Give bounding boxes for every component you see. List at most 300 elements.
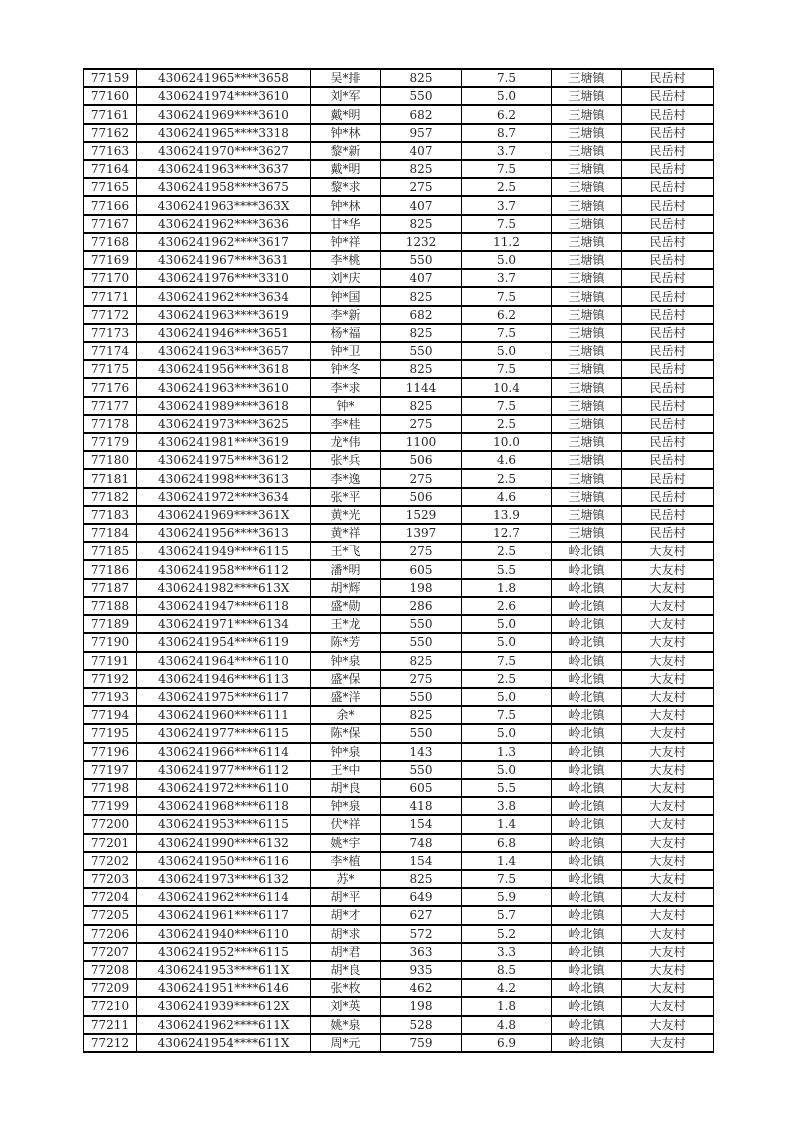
cell-amount: 407 bbox=[381, 269, 462, 287]
cell-masked-id-number: 4306241963****3619 bbox=[137, 306, 311, 324]
cell-village: 大友村 bbox=[622, 852, 714, 870]
cell-masked-id-number: 4306241958****3675 bbox=[137, 178, 311, 196]
cell-serial-number: 77198 bbox=[84, 779, 137, 797]
cell-masked-name: 姚*宇 bbox=[311, 834, 381, 852]
cell-masked-name: 胡*求 bbox=[311, 925, 381, 943]
cell-village: 大友村 bbox=[622, 943, 714, 961]
cell-amount: 825 bbox=[381, 287, 462, 305]
cell-amount: 1232 bbox=[381, 233, 462, 251]
cell-rate: 7.5 bbox=[462, 69, 552, 87]
cell-masked-id-number: 4306241962****3634 bbox=[137, 287, 311, 305]
cell-rate: 6.8 bbox=[462, 834, 552, 852]
cell-masked-id-number: 4306241972****3634 bbox=[137, 488, 311, 506]
cell-rate: 1.8 bbox=[462, 997, 552, 1015]
cell-masked-id-number: 4306241951****6146 bbox=[137, 979, 311, 997]
cell-town: 三塘镇 bbox=[552, 87, 622, 105]
cell-town: 三塘镇 bbox=[552, 360, 622, 378]
table-row bbox=[84, 888, 714, 906]
table-row bbox=[84, 469, 714, 487]
cell-rate: 2.5 bbox=[462, 415, 552, 433]
cell-serial-number: 77168 bbox=[84, 233, 137, 251]
cell-masked-name: 钟*祥 bbox=[311, 233, 381, 251]
cell-amount: 462 bbox=[381, 979, 462, 997]
cell-serial-number: 77160 bbox=[84, 87, 137, 105]
cell-village: 民岳村 bbox=[622, 433, 714, 451]
cell-amount: 825 bbox=[381, 706, 462, 724]
cell-village: 大友村 bbox=[622, 870, 714, 888]
cell-masked-name: 王*龙 bbox=[311, 615, 381, 633]
cell-serial-number: 77177 bbox=[84, 397, 137, 415]
cell-town: 三塘镇 bbox=[552, 451, 622, 469]
table-row bbox=[84, 360, 714, 378]
cell-amount: 550 bbox=[381, 251, 462, 269]
table-row bbox=[84, 1016, 714, 1034]
table-row bbox=[84, 743, 714, 761]
cell-serial-number: 77196 bbox=[84, 743, 137, 761]
cell-masked-id-number: 4306241975****6117 bbox=[137, 688, 311, 706]
table-row bbox=[84, 287, 714, 305]
cell-serial-number: 77195 bbox=[84, 724, 137, 742]
cell-masked-name: 钟*泉 bbox=[311, 652, 381, 670]
cell-village: 大友村 bbox=[622, 1016, 714, 1034]
cell-masked-id-number: 4306241958****6112 bbox=[137, 560, 311, 578]
cell-serial-number: 77210 bbox=[84, 997, 137, 1015]
cell-masked-name: 钟*泉 bbox=[311, 743, 381, 761]
cell-village: 大友村 bbox=[622, 888, 714, 906]
cell-town: 三塘镇 bbox=[552, 124, 622, 142]
cell-serial-number: 77161 bbox=[84, 105, 137, 123]
cell-village: 民岳村 bbox=[622, 142, 714, 160]
cell-masked-id-number: 4306241977****6115 bbox=[137, 724, 311, 742]
cell-amount: 275 bbox=[381, 178, 462, 196]
cell-masked-name: 黄*光 bbox=[311, 506, 381, 524]
cell-serial-number: 77167 bbox=[84, 215, 137, 233]
table-row bbox=[84, 761, 714, 779]
cell-town: 岭北镇 bbox=[552, 724, 622, 742]
cell-masked-id-number: 4306241968****6118 bbox=[137, 797, 311, 815]
cell-masked-name: 张*兵 bbox=[311, 451, 381, 469]
cell-town: 三塘镇 bbox=[552, 415, 622, 433]
cell-rate: 5.0 bbox=[462, 87, 552, 105]
table-row bbox=[84, 306, 714, 324]
cell-masked-id-number: 4306241947****6118 bbox=[137, 597, 311, 615]
cell-serial-number: 77207 bbox=[84, 943, 137, 961]
cell-rate: 8.7 bbox=[462, 124, 552, 142]
cell-rate: 2.5 bbox=[462, 178, 552, 196]
cell-amount: 275 bbox=[381, 542, 462, 560]
cell-town: 三塘镇 bbox=[552, 506, 622, 524]
cell-town: 岭北镇 bbox=[552, 997, 622, 1015]
cell-rate: 7.5 bbox=[462, 324, 552, 342]
cell-masked-name: 胡*辉 bbox=[311, 579, 381, 597]
table-row bbox=[84, 142, 714, 160]
cell-village: 大友村 bbox=[622, 688, 714, 706]
cell-masked-name: 李*桃 bbox=[311, 251, 381, 269]
cell-town: 岭北镇 bbox=[552, 560, 622, 578]
cell-serial-number: 77212 bbox=[84, 1034, 137, 1052]
table-row bbox=[84, 1034, 714, 1052]
cell-serial-number: 77175 bbox=[84, 360, 137, 378]
cell-serial-number: 77169 bbox=[84, 251, 137, 269]
cell-masked-name: 龙*伟 bbox=[311, 433, 381, 451]
cell-serial-number: 77199 bbox=[84, 797, 137, 815]
table-row bbox=[84, 979, 714, 997]
table-row bbox=[84, 997, 714, 1015]
cell-masked-id-number: 4306241963****363X bbox=[137, 196, 311, 214]
cell-masked-id-number: 4306241969****361X bbox=[137, 506, 311, 524]
cell-town: 岭北镇 bbox=[552, 815, 622, 833]
cell-rate: 6.9 bbox=[462, 1034, 552, 1052]
table-row bbox=[84, 688, 714, 706]
cell-masked-id-number: 4306241940****6110 bbox=[137, 925, 311, 943]
cell-village: 民岳村 bbox=[622, 488, 714, 506]
cell-masked-name: 刘*英 bbox=[311, 997, 381, 1015]
cell-serial-number: 77180 bbox=[84, 451, 137, 469]
cell-village: 民岳村 bbox=[622, 306, 714, 324]
cell-masked-id-number: 4306241982****613X bbox=[137, 579, 311, 597]
cell-amount: 759 bbox=[381, 1034, 462, 1052]
cell-village: 民岳村 bbox=[622, 160, 714, 178]
cell-town: 岭北镇 bbox=[552, 579, 622, 597]
cell-masked-name: 李*新 bbox=[311, 306, 381, 324]
cell-serial-number: 77184 bbox=[84, 524, 137, 542]
cell-town: 岭北镇 bbox=[552, 906, 622, 924]
cell-masked-id-number: 4306241946****6113 bbox=[137, 670, 311, 688]
cell-town: 岭北镇 bbox=[552, 925, 622, 943]
cell-amount: 198 bbox=[381, 579, 462, 597]
table-row bbox=[84, 633, 714, 651]
cell-amount: 506 bbox=[381, 451, 462, 469]
table-row bbox=[84, 834, 714, 852]
table-row bbox=[84, 852, 714, 870]
cell-serial-number: 77172 bbox=[84, 306, 137, 324]
cell-masked-id-number: 4306241962****3617 bbox=[137, 233, 311, 251]
cell-town: 岭北镇 bbox=[552, 615, 622, 633]
cell-village: 大友村 bbox=[622, 906, 714, 924]
cell-serial-number: 77194 bbox=[84, 706, 137, 724]
cell-amount: 825 bbox=[381, 397, 462, 415]
cell-masked-name: 王*飞 bbox=[311, 542, 381, 560]
table-row bbox=[84, 579, 714, 597]
cell-amount: 275 bbox=[381, 415, 462, 433]
cell-masked-name: 钟*冬 bbox=[311, 360, 381, 378]
cell-masked-name: 盛*勋 bbox=[311, 597, 381, 615]
cell-serial-number: 77173 bbox=[84, 324, 137, 342]
table-row bbox=[84, 433, 714, 451]
cell-town: 岭北镇 bbox=[552, 652, 622, 670]
cell-masked-name: 周*元 bbox=[311, 1034, 381, 1052]
cell-masked-id-number: 4306241939****612X bbox=[137, 997, 311, 1015]
table-row bbox=[84, 397, 714, 415]
cell-town: 岭北镇 bbox=[552, 797, 622, 815]
cell-village: 民岳村 bbox=[622, 397, 714, 415]
cell-amount: 825 bbox=[381, 360, 462, 378]
cell-town: 三塘镇 bbox=[552, 524, 622, 542]
cell-rate: 5.0 bbox=[462, 688, 552, 706]
table-row bbox=[84, 233, 714, 251]
cell-masked-name: 张*平 bbox=[311, 488, 381, 506]
cell-masked-id-number: 4306241965****3658 bbox=[137, 69, 311, 87]
cell-rate: 13.9 bbox=[462, 506, 552, 524]
cell-town: 三塘镇 bbox=[552, 433, 622, 451]
cell-rate: 5.5 bbox=[462, 779, 552, 797]
cell-amount: 550 bbox=[381, 761, 462, 779]
cell-rate: 6.2 bbox=[462, 105, 552, 123]
cell-amount: 825 bbox=[381, 324, 462, 342]
cell-masked-id-number: 4306241977****6112 bbox=[137, 761, 311, 779]
cell-town: 三塘镇 bbox=[552, 269, 622, 287]
cell-serial-number: 77197 bbox=[84, 761, 137, 779]
table-row bbox=[84, 652, 714, 670]
cell-masked-id-number: 4306241975****3612 bbox=[137, 451, 311, 469]
cell-amount: 286 bbox=[381, 597, 462, 615]
cell-serial-number: 77203 bbox=[84, 870, 137, 888]
cell-rate: 6.2 bbox=[462, 306, 552, 324]
cell-serial-number: 77171 bbox=[84, 287, 137, 305]
cell-amount: 143 bbox=[381, 743, 462, 761]
cell-town: 三塘镇 bbox=[552, 196, 622, 214]
cell-amount: 550 bbox=[381, 688, 462, 706]
table-row bbox=[84, 196, 714, 214]
cell-rate: 7.5 bbox=[462, 160, 552, 178]
cell-amount: 605 bbox=[381, 779, 462, 797]
cell-serial-number: 77205 bbox=[84, 906, 137, 924]
cell-masked-id-number: 4306241952****6115 bbox=[137, 943, 311, 961]
cell-amount: 1100 bbox=[381, 433, 462, 451]
cell-town: 岭北镇 bbox=[552, 670, 622, 688]
cell-rate: 5.7 bbox=[462, 906, 552, 924]
cell-masked-name: 胡*君 bbox=[311, 943, 381, 961]
cell-masked-id-number: 4306241967****3631 bbox=[137, 251, 311, 269]
table-row bbox=[84, 706, 714, 724]
cell-serial-number: 77193 bbox=[84, 688, 137, 706]
cell-masked-name: 黎*新 bbox=[311, 142, 381, 160]
cell-village: 民岳村 bbox=[622, 415, 714, 433]
cell-amount: 506 bbox=[381, 488, 462, 506]
cell-rate: 5.0 bbox=[462, 615, 552, 633]
cell-masked-id-number: 4306241973****6132 bbox=[137, 870, 311, 888]
cell-rate: 7.5 bbox=[462, 706, 552, 724]
cell-masked-name: 胡*良 bbox=[311, 779, 381, 797]
cell-town: 岭北镇 bbox=[552, 943, 622, 961]
cell-village: 大友村 bbox=[622, 706, 714, 724]
cell-town: 三塘镇 bbox=[552, 488, 622, 506]
cell-rate: 11.2 bbox=[462, 233, 552, 251]
cell-masked-id-number: 4306241949****6115 bbox=[137, 542, 311, 560]
cell-town: 岭北镇 bbox=[552, 688, 622, 706]
cell-masked-id-number: 4306241962****611X bbox=[137, 1016, 311, 1034]
table-row bbox=[84, 124, 714, 142]
cell-village: 大友村 bbox=[622, 961, 714, 979]
cell-masked-name: 黎*求 bbox=[311, 178, 381, 196]
cell-rate: 1.4 bbox=[462, 852, 552, 870]
cell-rate: 5.0 bbox=[462, 633, 552, 651]
cell-amount: 550 bbox=[381, 87, 462, 105]
beneficiary-records-table bbox=[83, 68, 714, 1053]
cell-amount: 935 bbox=[381, 961, 462, 979]
table-row bbox=[84, 524, 714, 542]
table-row bbox=[84, 269, 714, 287]
cell-amount: 682 bbox=[381, 105, 462, 123]
cell-village: 民岳村 bbox=[622, 287, 714, 305]
table-row bbox=[84, 815, 714, 833]
cell-rate: 7.5 bbox=[462, 652, 552, 670]
cell-rate: 2.5 bbox=[462, 670, 552, 688]
cell-rate: 7.5 bbox=[462, 360, 552, 378]
cell-masked-id-number: 4306241950****6116 bbox=[137, 852, 311, 870]
cell-amount: 154 bbox=[381, 815, 462, 833]
cell-masked-name: 吴*排 bbox=[311, 69, 381, 87]
cell-village: 大友村 bbox=[622, 779, 714, 797]
cell-masked-name: 甘*华 bbox=[311, 215, 381, 233]
cell-serial-number: 77159 bbox=[84, 69, 137, 87]
cell-amount: 682 bbox=[381, 306, 462, 324]
table-row bbox=[84, 724, 714, 742]
table-row bbox=[84, 378, 714, 396]
cell-masked-id-number: 4306241990****6132 bbox=[137, 834, 311, 852]
cell-amount: 1144 bbox=[381, 378, 462, 396]
table-row bbox=[84, 615, 714, 633]
cell-amount: 550 bbox=[381, 724, 462, 742]
cell-masked-name: 苏* bbox=[311, 870, 381, 888]
cell-rate: 2.5 bbox=[462, 542, 552, 560]
cell-town: 岭北镇 bbox=[552, 852, 622, 870]
cell-amount: 550 bbox=[381, 342, 462, 360]
cell-masked-id-number: 4306241954****6119 bbox=[137, 633, 311, 651]
cell-town: 岭北镇 bbox=[552, 1016, 622, 1034]
cell-village: 大友村 bbox=[622, 797, 714, 815]
table-row bbox=[84, 779, 714, 797]
cell-serial-number: 77189 bbox=[84, 615, 137, 633]
cell-masked-id-number: 4306241981****3619 bbox=[137, 433, 311, 451]
cell-masked-name: 刘*军 bbox=[311, 87, 381, 105]
cell-amount: 407 bbox=[381, 142, 462, 160]
cell-rate: 10.4 bbox=[462, 378, 552, 396]
cell-village: 民岳村 bbox=[622, 251, 714, 269]
cell-village: 大友村 bbox=[622, 579, 714, 597]
cell-village: 大友村 bbox=[622, 997, 714, 1015]
table-row bbox=[84, 87, 714, 105]
cell-town: 岭北镇 bbox=[552, 1034, 622, 1052]
cell-rate: 12.7 bbox=[462, 524, 552, 542]
table-row bbox=[84, 870, 714, 888]
cell-masked-id-number: 4306241956****3618 bbox=[137, 360, 311, 378]
table-row bbox=[84, 451, 714, 469]
table-row bbox=[84, 415, 714, 433]
cell-masked-name: 钟*林 bbox=[311, 196, 381, 214]
cell-masked-name: 陈*芳 bbox=[311, 633, 381, 651]
cell-masked-name: 张*枚 bbox=[311, 979, 381, 997]
cell-town: 三塘镇 bbox=[552, 160, 622, 178]
cell-amount: 1397 bbox=[381, 524, 462, 542]
cell-town: 岭北镇 bbox=[552, 761, 622, 779]
table-row bbox=[84, 105, 714, 123]
cell-masked-name: 李*求 bbox=[311, 378, 381, 396]
cell-masked-id-number: 4306241998****3613 bbox=[137, 469, 311, 487]
cell-masked-name: 戴*明 bbox=[311, 160, 381, 178]
cell-town: 岭北镇 bbox=[552, 834, 622, 852]
cell-serial-number: 77179 bbox=[84, 433, 137, 451]
cell-masked-id-number: 4306241946****3651 bbox=[137, 324, 311, 342]
cell-rate: 5.0 bbox=[462, 342, 552, 360]
cell-rate: 4.8 bbox=[462, 1016, 552, 1034]
cell-town: 三塘镇 bbox=[552, 251, 622, 269]
cell-rate: 1.8 bbox=[462, 579, 552, 597]
table-row bbox=[84, 69, 714, 87]
cell-village: 民岳村 bbox=[622, 469, 714, 487]
cell-rate: 4.2 bbox=[462, 979, 552, 997]
cell-serial-number: 77185 bbox=[84, 542, 137, 560]
cell-serial-number: 77211 bbox=[84, 1016, 137, 1034]
cell-town: 三塘镇 bbox=[552, 69, 622, 87]
table-row bbox=[84, 178, 714, 196]
cell-masked-id-number: 4306241963****3657 bbox=[137, 342, 311, 360]
cell-town: 岭北镇 bbox=[552, 706, 622, 724]
cell-amount: 748 bbox=[381, 834, 462, 852]
table-row bbox=[84, 542, 714, 560]
cell-masked-name: 胡*良 bbox=[311, 961, 381, 979]
cell-village: 大友村 bbox=[622, 615, 714, 633]
cell-town: 三塘镇 bbox=[552, 233, 622, 251]
cell-village: 民岳村 bbox=[622, 178, 714, 196]
cell-rate: 5.5 bbox=[462, 560, 552, 578]
cell-amount: 275 bbox=[381, 670, 462, 688]
cell-amount: 572 bbox=[381, 925, 462, 943]
cell-masked-name: 钟*泉 bbox=[311, 797, 381, 815]
cell-village: 民岳村 bbox=[622, 215, 714, 233]
cell-town: 岭北镇 bbox=[552, 597, 622, 615]
cell-rate: 10.0 bbox=[462, 433, 552, 451]
cell-serial-number: 77190 bbox=[84, 633, 137, 651]
cell-rate: 3.8 bbox=[462, 797, 552, 815]
cell-village: 民岳村 bbox=[622, 342, 714, 360]
cell-rate: 3.3 bbox=[462, 943, 552, 961]
cell-town: 岭北镇 bbox=[552, 542, 622, 560]
cell-masked-id-number: 4306241954****611X bbox=[137, 1034, 311, 1052]
cell-serial-number: 77187 bbox=[84, 579, 137, 597]
cell-masked-id-number: 4306241960****6111 bbox=[137, 706, 311, 724]
cell-serial-number: 77182 bbox=[84, 488, 137, 506]
cell-rate: 2.6 bbox=[462, 597, 552, 615]
cell-amount: 528 bbox=[381, 1016, 462, 1034]
cell-rate: 3.7 bbox=[462, 269, 552, 287]
cell-village: 大友村 bbox=[622, 542, 714, 560]
cell-amount: 275 bbox=[381, 469, 462, 487]
table-row bbox=[84, 506, 714, 524]
cell-amount: 825 bbox=[381, 652, 462, 670]
cell-rate: 7.5 bbox=[462, 870, 552, 888]
cell-masked-name: 李*逸 bbox=[311, 469, 381, 487]
cell-masked-id-number: 4306241953****611X bbox=[137, 961, 311, 979]
cell-serial-number: 77183 bbox=[84, 506, 137, 524]
cell-town: 三塘镇 bbox=[552, 178, 622, 196]
cell-masked-id-number: 4306241969****3610 bbox=[137, 105, 311, 123]
cell-masked-name: 钟*林 bbox=[311, 124, 381, 142]
table-row bbox=[84, 906, 714, 924]
cell-serial-number: 77181 bbox=[84, 469, 137, 487]
cell-serial-number: 77204 bbox=[84, 888, 137, 906]
cell-village: 民岳村 bbox=[622, 524, 714, 542]
cell-masked-id-number: 4306241961****6117 bbox=[137, 906, 311, 924]
cell-amount: 605 bbox=[381, 560, 462, 578]
cell-amount: 649 bbox=[381, 888, 462, 906]
cell-serial-number: 77163 bbox=[84, 142, 137, 160]
cell-village: 民岳村 bbox=[622, 105, 714, 123]
table-row bbox=[84, 215, 714, 233]
cell-masked-name: 黄*祥 bbox=[311, 524, 381, 542]
cell-serial-number: 77192 bbox=[84, 670, 137, 688]
cell-masked-id-number: 4306241973****3625 bbox=[137, 415, 311, 433]
